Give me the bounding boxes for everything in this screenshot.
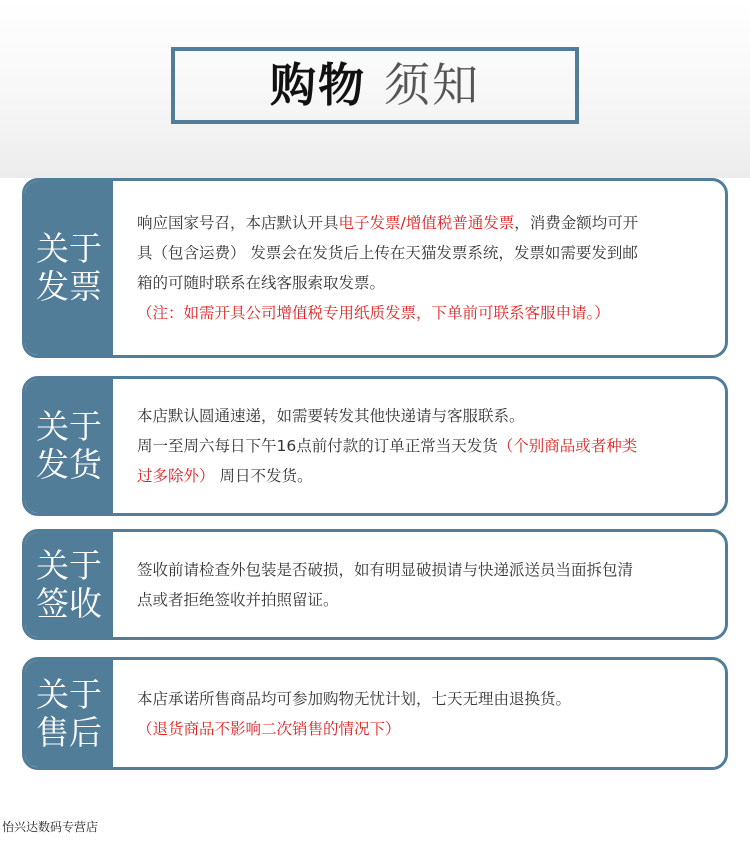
section-label: [25, 181, 113, 355]
text-line: 周一至周六每日下午16点前付款的订单正常当天发货（个别商品或者种类: [137, 437, 638, 455]
section-content: [137, 379, 701, 513]
section-label: [25, 379, 113, 513]
text-line: 签收前请检查外包装是否破损，如有明显破损请与快递派送员当面拆包清: [137, 560, 634, 579]
label-line1: 关于: [36, 674, 102, 714]
section-after-sales: [22, 657, 728, 770]
label-line2: 发票: [36, 267, 102, 306]
text-line: 本店默认圆通速递，如需要转发其他快递请与客服联系。: [137, 407, 525, 425]
label-line2: 签收: [36, 583, 102, 623]
label-line1: 关于: [36, 229, 102, 268]
page-title: [175, 55, 575, 115]
text-line: 本店承诺所售商品均可参加购物无忧计划，七天无理由退换货。: [137, 689, 572, 708]
text-line: 点或者拒绝签收并拍照留证。: [137, 590, 339, 609]
section-content: [137, 181, 701, 355]
section-receipt: [22, 529, 728, 640]
section-content: [137, 660, 701, 767]
title-secondary: 须知: [384, 58, 480, 112]
section-content: [137, 532, 701, 637]
label-line2: 售后: [36, 712, 102, 752]
section-label: [25, 660, 113, 767]
label-line1: 关于: [36, 545, 102, 585]
title-frame: [171, 47, 579, 124]
label-line1: 关于: [36, 407, 102, 446]
label-line2: 发货: [36, 445, 102, 484]
section-label: [25, 532, 113, 637]
title-primary: 购物: [270, 58, 366, 112]
text-line: 响应国家号召，本店默认开具电子发票/增值税普通发票，消费金额均可开: [137, 214, 639, 232]
store-name: 怡兴达数码专营店: [2, 820, 99, 834]
text-line: 过多除外） 周日不发货。: [137, 467, 313, 485]
text-line-note: （退货商品不影响二次销售的情况下）: [137, 719, 401, 738]
section-invoice: [22, 178, 728, 358]
text-line: 箱的可随时联系在线客服索取发票。: [137, 274, 386, 292]
text-line: 具（包含运费） 发票会在发货后上传在天猫发票系统，发票如需要发到邮: [137, 244, 638, 262]
section-shipping: [22, 376, 728, 516]
text-line-note: （注：如需开具公司增值税专用纸质发票，下单前可联系客服申请。）: [137, 304, 610, 322]
